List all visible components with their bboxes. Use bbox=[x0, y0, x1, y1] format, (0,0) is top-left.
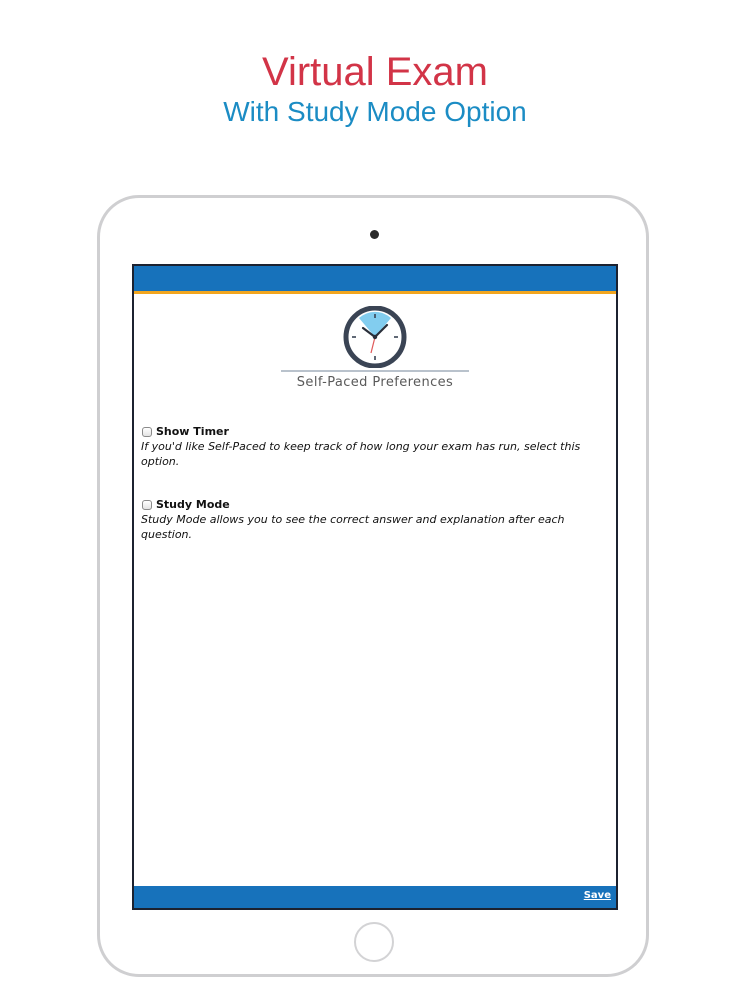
logo-caption: Self-Paced Preferences bbox=[296, 375, 454, 390]
logo-divider bbox=[281, 370, 469, 372]
option-study-mode bbox=[141, 497, 606, 542]
promo-headline: Virtual Exam bbox=[261, 50, 488, 94]
logo bbox=[134, 306, 616, 396]
show-timer-description: If you'd like Self-Paced to keep track of how long your exam has run, select this option. bbox=[141, 440, 581, 468]
study-mode-label: Study Mode bbox=[156, 498, 230, 511]
home-button[interactable] bbox=[354, 922, 394, 962]
app-screen bbox=[132, 264, 618, 910]
clock-icon bbox=[342, 306, 408, 368]
option-show-timer bbox=[141, 424, 606, 469]
study-mode-checkbox[interactable] bbox=[142, 500, 152, 510]
show-timer-label: Show Timer bbox=[156, 425, 229, 438]
camera-dot bbox=[370, 230, 379, 239]
top-bar bbox=[134, 266, 616, 294]
show-timer-checkbox[interactable] bbox=[142, 427, 152, 437]
promo-subheadline: With Study Mode Option bbox=[223, 96, 527, 127]
study-mode-description: Study Mode allows you to see the correct answer and explanation after each question. bbox=[141, 513, 565, 541]
save-button[interactable]: Save bbox=[583, 890, 611, 901]
bottom-bar bbox=[134, 886, 616, 908]
